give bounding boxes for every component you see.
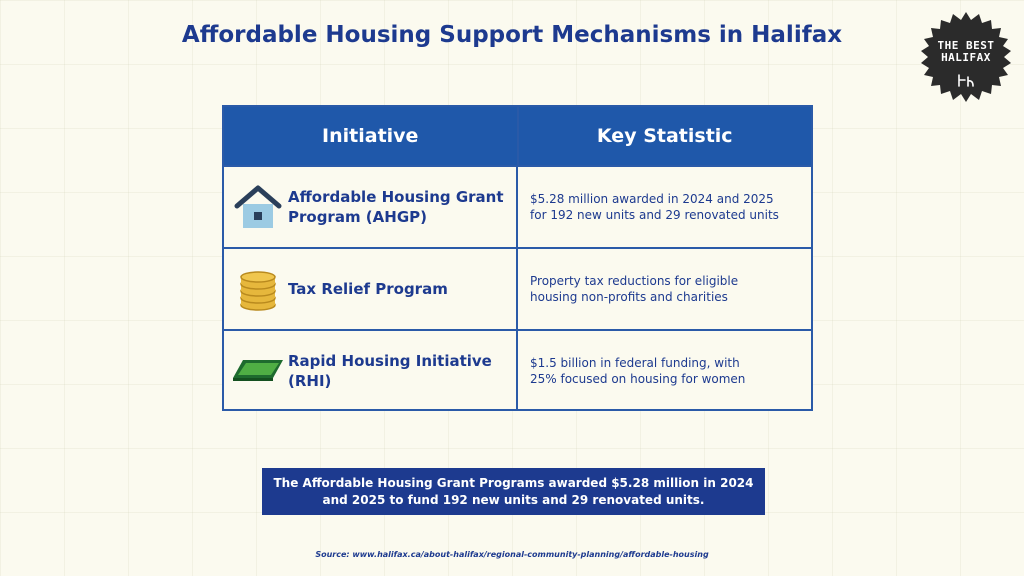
- statistic-cell: [518, 331, 811, 411]
- initiative-name-line2: Program (AHGP): [288, 208, 427, 226]
- source-citation: Source: www.halifax.ca/about-halifax/regional-community-planning/affordable-housing: [315, 550, 709, 559]
- statistic-line1: $1.5 billion in federal funding, with: [530, 356, 740, 370]
- badge-line-1: THE BEST: [937, 39, 995, 52]
- brand-badge: [918, 10, 1014, 106]
- initiative-name-line1: Tax Relief Program: [288, 280, 448, 298]
- header-initiative: Initiative: [322, 125, 419, 147]
- callout-line2: and 2025 to fund 192 new units and 29 renovated units.: [322, 492, 705, 507]
- table-row: [224, 247, 811, 329]
- statistic-line2: 25% focused on housing for women: [530, 372, 746, 386]
- summary-callout: [262, 468, 765, 515]
- land-plot-icon: [230, 343, 286, 399]
- initiative-name: [286, 187, 504, 227]
- initiative-name: [286, 279, 448, 299]
- bh-monogram-icon: [956, 73, 976, 89]
- statistic-line1: Property tax reductions for eligible: [530, 274, 739, 288]
- initiatives-table: [222, 105, 813, 411]
- initiative-cell: [224, 167, 518, 247]
- statistic-line2: housing non-profits and charities: [530, 290, 728, 304]
- statistic-line1: $5.28 million awarded in 2024 and 2025: [530, 192, 774, 206]
- callout-line1: The Affordable Housing Grant Programs awarded $5.28 million in 2024: [273, 475, 754, 490]
- page-title: Affordable Housing Support Mechanisms in Halifax: [181, 22, 843, 48]
- statistic-line2: for 192 new units and 29 renovated units: [530, 208, 779, 222]
- initiative-name-line2: (RHI): [288, 372, 332, 390]
- header-key-statistic: Key Statistic: [517, 107, 812, 165]
- table-row: [224, 329, 811, 411]
- initiative-cell: [224, 249, 518, 329]
- initiative-name-line1: Rapid Housing Initiative: [288, 352, 492, 370]
- statistic-cell: [518, 249, 811, 329]
- table-header: [224, 107, 811, 165]
- initiative-cell: [224, 331, 518, 411]
- table-row: [224, 165, 811, 247]
- initiative-name: [286, 351, 492, 391]
- house-icon: [230, 179, 286, 235]
- badge-line-2: HALIFAX: [941, 51, 991, 64]
- initiative-name-line1: Affordable Housing Grant: [288, 188, 504, 206]
- coin-stack-icon: [230, 261, 286, 317]
- statistic-cell: [518, 167, 811, 247]
- badge-text: [918, 40, 1014, 64]
